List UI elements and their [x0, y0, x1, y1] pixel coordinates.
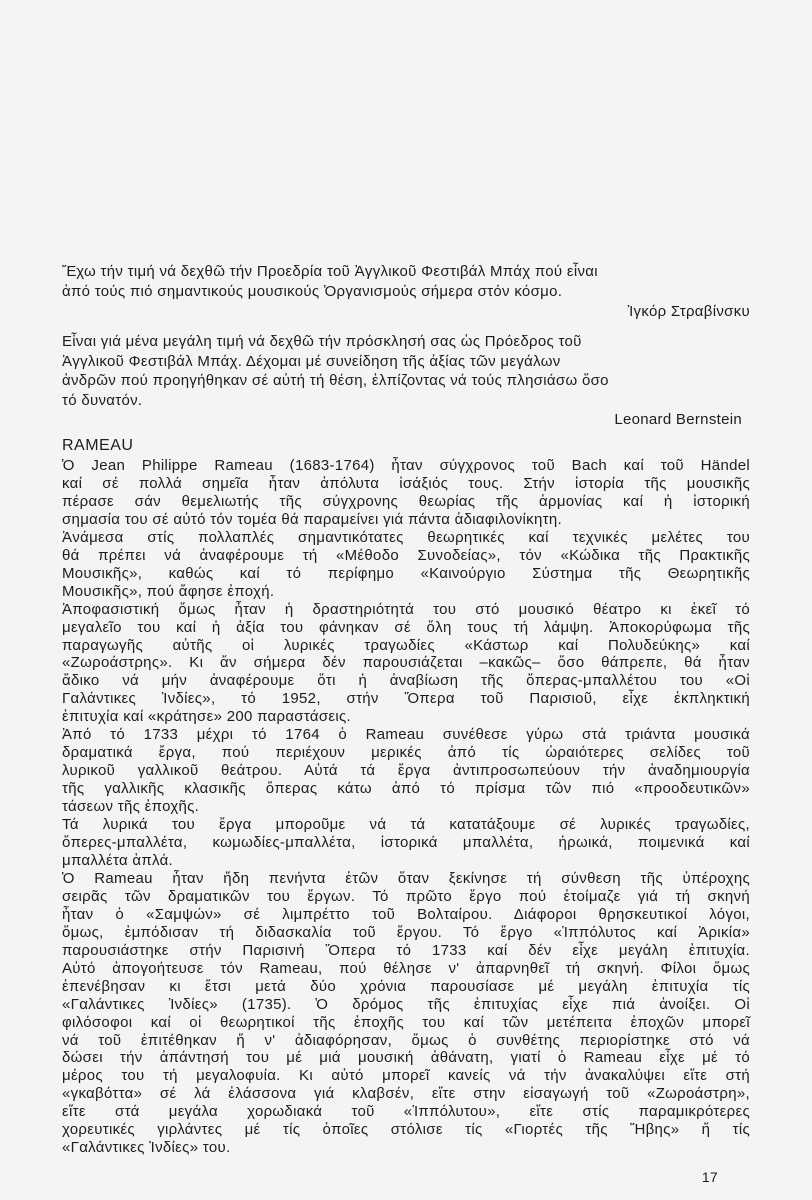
text-line: Ἀπό τό 1733 μέχρι τό 1764 ὁ Rameau συνέθεσε γύρω στά τριάντα μουσικά: [62, 726, 750, 744]
article-body: [62, 457, 750, 1157]
text-line: πέρασε σάν θεμελιωτής τῆς σύγχρονης θεωρίας τῆς ἁρμονίας καί ἡ ἱστορική: [62, 492, 750, 510]
text-line: «Γαλάντικες Ἰνδίες» του.: [62, 1139, 231, 1157]
text-line: ὄπερες-μπαλλέτα, κωμωδίες-μπαλλέτα, ἱστορικά μπαλλέτα, ἡρωικά, ποιμενικά καί: [62, 834, 750, 852]
text-line: «Ζωροάστρης». Κι ἄν σήμερα δέν παρουσιάζεται –κακῶς– ὅσο θάπρεπε, θά ἦταν: [62, 654, 750, 672]
paragraph: [62, 816, 750, 870]
text-line: ἦταν ὁ «Σαμψών» σέ λιμπρέττο τοῦ Βολταίρου. Διάφοροι θρησκευτικοί λόγοι,: [62, 905, 750, 923]
paragraph: [62, 726, 750, 816]
text-line: φιλόσοφοι καί οἱ θεωρητικοί τῆς ἐποχῆς του καί τῶν μετέπειτα ἐποχῶν μπορεῖ: [62, 1013, 750, 1031]
text-line: τάσεων τῆς ἐποχῆς.: [62, 798, 200, 816]
text-line: Μουσικῆς», καθώς καί τό περίφημο «Καινούργιο Σύστημα τῆς Θεωρητικῆς: [62, 564, 750, 582]
text-line: μέρος του τή μεγαλοφυία. Κι αὐτό μπορεῖ κανείς νά τήν ἀνακαλύψει εἴτε στή: [62, 1067, 750, 1085]
quote-line: ἀπό τούς πιό σημαντικούς μουσικούς Ὀργανισμούς σήμερα στόν κόσμο.: [62, 283, 563, 300]
text-line: ὅμως, ἐμπόδισαν τή διδασκαλία τοῦ ἔργου. Τό ἔργο «Ἱππόλυτος καί Ἀρικία»: [62, 923, 750, 941]
section-heading: RAMEAU: [62, 437, 134, 454]
text-line: παρουσιάστηκε στήν Παρισινή Ὄπερα τό 1733 καί δέν εἶχε μεγάλη ἐπιτυχία.: [62, 941, 750, 959]
quote-bernstein: [62, 332, 750, 430]
page-number: 17: [701, 1169, 718, 1185]
text-line: δραματικά ἔργα, πού περιέχουν μερικές ἀπό τίς ὡραιότερες σελίδες τοῦ: [62, 744, 750, 762]
text-line: σημασία του σέ αὐτό τόν τομέα θά παραμείνει γιά πάντα ἀδιαφιλονίκητη.: [62, 510, 562, 528]
quote-author: Ἰγκόρ Στραβίνσκυ: [627, 303, 750, 320]
text-line: ἐπιτυχία καί «κράτησε» 200 παραστάσεις.: [62, 708, 352, 726]
quote-line: Ἔχω τήν τιμή νά δεχθῶ τήν Προεδρία τοῦ Ἀγγλικοῦ Φεστιβάλ Μπάχ πού εἶναι: [62, 263, 598, 280]
text-line: δώσει τήν ἀπάντησή του μέ μιά μουσική ἀθάνατη, γιατί ὁ Rameau εἶχε μέ τό: [62, 1049, 750, 1067]
text-line: Γαλάντικες Ἰνδίες», τό 1952, στήν Ὄπερα τοῦ Παρισιοῦ, εἶχε ἐκπληκτική: [62, 690, 750, 708]
text-line: Ὁ Rameau ἦταν ἤδη πενήντα ἐτῶν ὅταν ξεκίνησε τή σύνθεση τῆς ὑπέροχης: [62, 869, 750, 887]
text-line: Ὁ Jean Philippe Rameau (1683-1764) ἦταν σύγχρονος τοῦ Bach καί τοῦ Händel: [62, 457, 750, 474]
text-line: μπαλλέτα ἁπλά.: [62, 851, 174, 869]
quote-line: Ἀγγλικοῦ Φεστιβάλ Μπάχ. Δέχομαι μέ συνείδηση τῆς ἀξίας τῶν μεγάλων: [62, 352, 561, 370]
text-line: νά τοῦ ἐπιτέθηκαν ἤ ν' ἀδιαφόρησαν, ὅμως ὁ συνθέτης περιορίστηκε στό νά: [62, 1031, 750, 1049]
text-line: λυρικοῦ γαλλικοῦ θεάτρου. Αὐτά τά ἔργα ἀντιπροσωπεύουν τήν ἀναδημιουργία: [62, 762, 750, 780]
text-line: σειρᾶς τῶν δραματικῶν του ἔργων. Τό πρῶτο ἔργο πού ἑτοίμαζε γιά τή σκηνή: [62, 887, 750, 905]
quote-line: ἀνδρῶν πού προηγήθηκαν σέ αὐτή τή θέση, ἐλπίζοντας νά τούς πλησιάσω ὅσο: [62, 372, 609, 389]
text-line: ἄδικο νά μήν ἀναφέρουμε ὅτι ἡ ἀναβίωση τῆς ὄπερας-μπαλλέτου του «Οἱ: [62, 672, 750, 690]
paragraph: [62, 457, 750, 529]
paragraph: [62, 601, 750, 727]
text-line: Μουσικῆς», πού ἄφησε ἐποχή.: [62, 582, 275, 600]
text-line: παραγωγῆς αὐτῆς οἱ λυρικές τραγωδίες «Κάστωρ καί Πολυδεύκης» καί: [62, 636, 750, 654]
text-line: θά πρέπει νά ἀναφέρουμε τή «Μέθοδο Συνοδείας», τόν «Κώδικα τῆς Πρακτικῆς: [62, 546, 750, 564]
text-line: ἐπενέβησαν κι ἔτσι μετά δύο χρόνια παρουσίασε μέ μεγάλη ἐπιτυχία τίς: [62, 977, 750, 995]
text-line: Ἀνάμεσα στίς πολλαπλές σημαντικότατες θεωρητικές καί τεχνικές μελέτες του: [62, 528, 750, 546]
text-line: Ἀποφασιστική ὅμως ἦταν ἡ δραστηριότητά του στό μουσικό θέατρο κι ἐκεῖ τό: [62, 600, 750, 618]
text-line: Τά λυρικά του ἔργα μποροῦμε νά τά κατατάξουμε σέ λυρικές τραγωδίες,: [62, 816, 750, 834]
quote-author: Leonard Bernstein: [614, 411, 742, 428]
text-line: χορευτικές γιρλάντες μέ τίς ὁποῖες στόλισε τίς «Γιορτές τῆς Ἥβης» ἤ τίς: [62, 1121, 750, 1139]
text-line: μεγαλεῖο του καί ἡ ἀξία του φάνηκαν σέ ὅλη τους τή λάμψη. Ἀποκορύφωμα τῆς: [62, 618, 750, 636]
quote-line: Εἶναι γιά μένα μεγάλη τιμή νά δεχθῶ τήν πρόσκλησή σας ὡς Πρόεδρος τοῦ: [62, 333, 582, 350]
text-line: τῆς γαλλικῆς κλασικῆς ὄπερας κάτω ἀπό τό πρίσμα τῶν πιό «προοδευτικῶν»: [62, 780, 750, 798]
quote-line: τό δυνατόν.: [62, 391, 143, 409]
text-line: «γκαβόττα» σέ λά ἐλάσσονα γιά κλαβσέν, εἴτε στην εἰσαγωγή τοῦ «Ζωροάστρη»,: [62, 1085, 750, 1103]
text-line: εἴτε στά μεγάλα χορωδιακά τοῦ «Ἱππόλυτου», εἴτε στίς παραμικρότερες: [62, 1103, 750, 1121]
text-line: «Γαλάντικες Ἰνδίες» (1735). Ὁ δρόμος τῆς ἐπιτυχίας εἶχε πιά ἀνοίξει. Οἱ: [62, 995, 750, 1013]
text-line: Αὐτό ἀπογοήτευσε τόν Rameau, πού θέλησε ν' ἀπαρνηθεῖ τή σκηνή. Φίλοι ὅμως: [62, 959, 750, 977]
text-line: καί σέ πολλά σημεῖα ἦταν ἀπόλυτα ἰσάξιός τους. Στήν ἱστορία τῆς μουσικῆς: [62, 474, 750, 492]
paragraph: [62, 529, 750, 601]
paragraph: [62, 870, 750, 1157]
quote-stravinsky: [62, 262, 750, 322]
